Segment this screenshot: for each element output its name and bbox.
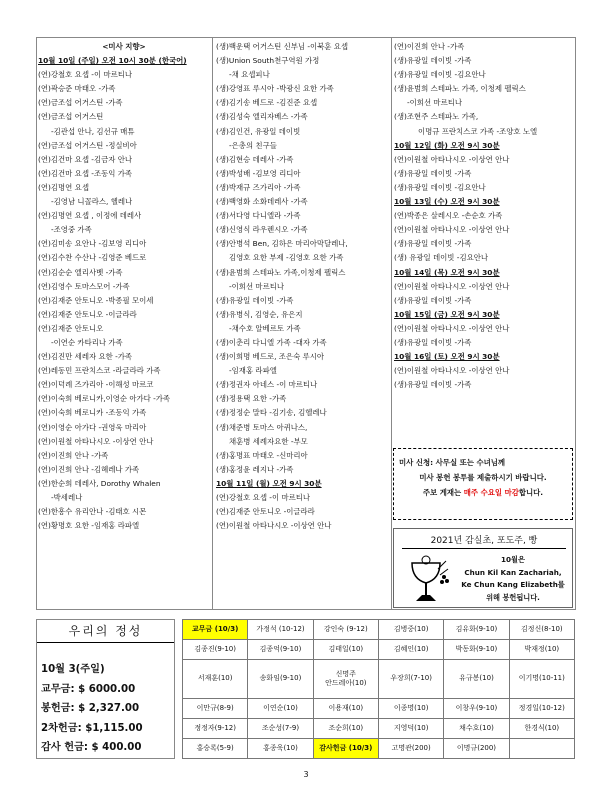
mass-intention-line: (연)이진희 안나 -김혜레나 가족 [38,464,140,474]
mass-intention-line: (생)유병식, 김영순, 유은지 [216,309,303,319]
mass-date-heading: 10월 16일 (토) 오전 9시 30분 [394,352,500,362]
donor-cell: 홍종욱(10) [248,738,313,758]
offering-summary [36,619,175,759]
offering-row: 교무금: $ 6000.00 [41,683,136,695]
mass-intention-line: (연)이숙희 베로니카,이영순 아가다 -가족 [38,394,171,404]
mass-date-heading: 10월 13일 (수) 오전 9시 30분 [394,197,500,207]
page-number: 3 [303,770,309,779]
mass-intention-line: -임재홍 라파엘 [229,366,277,376]
donor-cell: 감사헌금 (10/3) [313,738,378,758]
mass-intention-line: (연)금조섭 어거스틴 -정실비아 [38,140,137,150]
mass-request-notice [393,448,573,520]
mass-intention-line: -이희선 마르티나 [229,281,284,291]
mass-intention-line: (생)Union South천구역원 가정 [216,56,320,66]
donor-row [183,698,575,718]
mass-intention-line: (연)레동민 프란치스코 -라글라라 가족 [38,366,161,376]
donor-cell: 정정자(9-12) [183,718,248,738]
donor-cell: 이창우(9-10) [444,698,509,718]
mass-intention-line: (연)김재준 안토니오 [38,323,104,333]
offering-rows [41,660,143,758]
donor-row [183,660,575,698]
donor-cell: 서재훈(10) [183,660,248,698]
offering-row: 감사 헌금: $ 400.00 [41,742,142,753]
donor-cell: 김종억(9-10) [248,640,313,660]
mass-intention-line: (연)이덕례 즈가리아 -이해성 마르코 [38,380,154,390]
mass-intention-line: 채훈병 세례자요한 -부모 [229,436,308,446]
mass-intention-line: (연)강철호 요셉 -이 마르티나 [38,70,133,80]
divider-right [391,37,392,610]
mass-intention-line: (생)이춘리 다니엘 가족 -대자 가족 [216,337,327,347]
mass-intention-line: -조영중 가족 [51,225,92,235]
mass-intention-line: (연)김건마 요셉 -김금자 안나 [38,154,133,164]
donor-cell: 송화임(9-10) [248,660,313,698]
mass-intention-line: (연)금조섭 어거스틴 -가족 [38,98,123,108]
donor-cell: 이연순(10) [248,698,313,718]
mass-intention-line: (생)유광일 데이빗 -가족 [394,239,472,249]
sanctuary-offering-box [393,528,573,608]
notice-line-3: 주보 게재는 매주 수요일 마감합니다. [422,488,544,497]
mass-intention-line: (연)이영순 아가다 -권영욱 마리아 [38,422,147,432]
mass-intention-line: (생)유광일 데이빗 -가족 [394,295,472,305]
mass-intention-line: (생)홍명표 마태오 -신마리아 [216,450,308,460]
mass-intention-line: (연)한순희 데레사, Dorothy Whalen [38,478,161,488]
donor-cell: 김유화(9-10) [444,620,509,640]
mass-intention-line: -김영남 니꼴라스, 헬레나 [51,197,133,207]
offering-divider [37,642,174,643]
mass-intention-line: (연)금조섭 어거스틴 [38,112,104,122]
mass-intention-line: (생)유광일 데이빗 -가족 [394,337,472,347]
mass-intention-line: (생)유광일 데이빗 -김요안나 [394,70,486,80]
mass-intention-line: (연)김건마 요셉 -조동익 가족 [38,168,133,178]
mass-intention-line: (연)이원철 아타나시오 -이상연 안나 [38,436,154,446]
mass-intention-line: 이명규 프란치스코 가족 -조양호 노엘 [418,126,538,136]
donor-cell: 강인숙 (9-12) [313,620,378,640]
promo-line-2: Chun Kil Kan Zachariah, [464,567,562,577]
offering-row: 봉헌금: $ 2,327.00 [41,703,140,714]
mass-intention-line: (생)정용택 요한 -가족 [216,394,287,404]
donor-cell: 이종명(10) [378,698,443,718]
mass-intention-line: (연)김순순 엘리사벳 -가족 [38,267,123,277]
donor-cell: 이기명(10-11) [509,660,574,698]
donor-cell: 우장희(7-10) [378,660,443,698]
mass-intention-line: -김관섭 안나, 김선규 매튜 [51,126,135,136]
mass-intention-line: (연)한흥수 유리안나 -김태호 시몬 [38,507,147,517]
mass-intention-line: (연)이원철 아타나시오 -이상연 안나 [394,281,510,291]
donor-row [183,640,575,660]
donor-cell: 조순희(10) [313,718,378,738]
donor-cell: 이명규(200) [444,738,509,758]
mass-date-heading: 10월 15일 (금) 오전 9시 30분 [394,309,500,319]
offering-row: 2차헌금: $1,115.00 [41,722,143,734]
mass-intention-line: (생)윤범희 스테파노 가족, 이청제 펠릭스 [394,84,526,94]
mass-intention-line: (연)김명연 요셉 , 이정에 데레사 [38,211,142,221]
promo-title: 2021년 감실초, 포도주, 빵 [402,534,566,549]
mass-intention-line: (연)이숙희 베로니카 -조동익 가족 [38,408,147,418]
mass-intention-line: (생)김기송 베드로 -김진준 요셉 [216,98,318,108]
mass-intention-line: (연)이진희 안나 -가족 [38,450,109,460]
mass-intention-line: (연)황명호 요한 -임재홍 라파엘 [38,521,140,531]
mass-intention-line: (연)김명연 요셉 [38,182,89,192]
mass-intention-line: (생)안병석 Ben, 김하은 마리아막달레나, [216,239,348,249]
donor-cell: 이용재(10) [313,698,378,718]
donor-cell: 이만규(8-9) [183,698,248,718]
donor-cell [509,738,574,758]
divider-left [212,37,213,610]
mass-intention-line: (생)홍정윤 레지나 -가족 [216,464,294,474]
donor-cell: 김종진(9-10) [183,640,248,660]
mass-title: <미사 지향> [102,42,146,51]
donor-cell: 조순성(7-9) [248,718,313,738]
mass-intention-line: (생)유광일 데이빗 -가족 [394,168,472,178]
mass-column-2 [216,40,390,533]
mass-intention-line: 김영호 요한 부제 -김영호 요한 가족 [229,253,344,263]
mass-intention-line: (생)정정순 말타 -김기송, 김헬레나 [216,408,327,418]
donor-cell: 정경일(10-12) [509,698,574,718]
mass-intention-line: (생)김현승 데레사 -가족 [216,154,294,164]
mass-intention-line: -이희선 마르티나 [407,98,462,108]
mass-intention-line: -이연순 카타리나 가족 [51,337,123,347]
donor-cell: 교무금 (10/3) [183,620,248,640]
mass-intention-line: -채 요셉피나 [229,70,270,80]
mass-intention-line: (연)이원철 아타나시오 -이상연 안나 [394,225,510,235]
mass-intention-line: (생)정권자 아네스 -이 마르티나 [216,380,318,390]
mass-column-3 [394,40,574,392]
notice-line-1: 미사 신청: 사무실 또는 수녀님께 [399,458,506,467]
mass-intention-line: -은총의 친구들 [229,140,277,150]
mass-intention-line: (생)강영표 루시아 -박광신 요한 가족 [216,84,334,94]
chalice-icon [402,555,450,605]
mass-intention-line: (생)백영화 소화데레사 -가족 [216,197,308,207]
mass-intention-line: (생)김인건, 유광일 데이빗 [216,126,301,136]
donor-cell: 김태일(10) [313,640,378,660]
mass-intention-line: (연)강철호 요셉 -이 마르티나 [216,493,311,502]
mass-intention-line: (생)백운택 어거스틴 신부님 -이북훈 요셉 [216,42,349,51]
mass-intention-line: -채수호 알베르토 가족 [229,323,301,333]
donor-cell: 신명주 안드레아(10) [313,660,378,698]
mass-intention-line: (연)이원철 아타나시오 -이상연 안나 [394,154,510,164]
offering-title: 우리의 정성 [68,624,143,638]
mass-intention-line: (생)이희명 베드로, 조은숙 루시아 [216,352,324,362]
mass-intention-line: (생)채준병 토마스 아퀴나스, [216,422,308,432]
mass-intention-line: (생)조현주 스테파노 가족, [394,112,479,122]
mass-intention-line: (연)이원철 아타나시오 -이상연 안나 [216,521,332,531]
donor-cell: 지영덕(10) [378,718,443,738]
mass-intention-line: (생) 유광일 데이빗 -김요안나 [394,253,489,263]
mass-intention-line: (연)박종은 살레시오 -손순호 가족 [394,211,503,221]
mass-intention-line: (생)박재규 즈가리아 -가족 [216,182,301,192]
donor-cell: 고명관(200) [378,738,443,758]
donor-row [183,718,575,738]
donor-cell: 김정신(8-10) [509,620,574,640]
mass-column-1 [38,40,210,531]
mass-intention-line: (연)김재준 안토니오 -이글라라 [216,507,315,517]
mass-intention-line: (생)서다영 다니엘라 -가족 [216,211,301,221]
mass-intention-line: (생)신영식 라우렌시오 -가족 [216,225,308,235]
mass-date-heading: 10월 11일 (월) 오전 9시 30분 [216,478,322,488]
mass-intention-line: (연)김재준 안토니오 -박종필 모이세 [38,295,154,305]
mass-intention-line: (연)김수찬 수산나 -김영준 베드로 [38,253,147,263]
mass-intention-line: (생)유광일 데이빗 -가족 [216,295,294,305]
mass-date-heading: 10월 14일 (목) 오전 9시 30분 [394,267,500,277]
promo-line-3: Ke Chun Kang Elizabeth를 [461,580,565,589]
mass-intention-line: (생)김성숙 엘리자베스 -가족 [216,112,308,122]
notice-line-2: 미사 봉헌 봉투를 제출하시기 바랍니다. [419,473,547,482]
mass-intention-line: -박세레나 [51,493,83,502]
mass-intention-line: (연)김진만 세레자 요한 -가족 [38,352,133,362]
mass-intention-line: (생)유광일 데이빗 -가족 [394,56,472,66]
donor-cell: 박동화(9-10) [444,640,509,660]
mass-intention-line: (연)김영수 토마스모어 -가족 [38,281,130,291]
promo-line-1: 10월은 [501,555,525,564]
donor-cell: 유규봉(10) [444,660,509,698]
mass-intention-line: (생)윤범희 스테파노 가족,이청제 펠릭스 [216,267,346,277]
mass-intention-line: (연)김미송 요안나 -김보영 리디아 [38,239,147,249]
donor-cell: 가정석 (10-12) [248,620,313,640]
mass-intention-line: (연)이원철 아타나시오 -이상연 안나 [394,323,510,333]
donor-row [183,738,575,758]
donor-cell: 홍승록(5-9) [183,738,248,758]
donor-row [183,620,575,640]
mass-intention-line: (연)이진희 안나 -가족 [394,42,465,51]
donor-table [182,619,575,759]
mass-intention-line: (생)박성배 -김보영 리디아 [216,168,301,178]
mass-intention-line: (연)김재준 안토니오 -이글라라 [38,309,137,319]
promo-line-4: 위해 봉헌됩니다. [486,592,540,602]
donor-cell: 김혜인(10) [378,640,443,660]
mass-intention-line: (생)유광일 데이빗 -김요안나 [394,182,486,192]
promo-text [454,554,572,604]
donor-cell: 한경식(10) [509,718,574,738]
mass-date-heading: 10월 10일 (주일) 오전 10시 30분 (한국어) [38,56,187,66]
mass-intention-line: (연)이원철 아타나시오 -이상연 안나 [394,366,510,376]
mass-intention-line: (연)곽승준 마태오 -가족 [38,84,116,94]
offering-date: 10월 3(주일) [41,664,105,675]
mass-intention-line: (생)유광일 데이빗 -가족 [394,380,472,390]
donor-cell: 김병중(10) [378,620,443,640]
donor-cell: 채수호(10) [444,718,509,738]
mass-date-heading: 10월 12일 (화) 오전 9시 30분 [394,140,500,150]
donor-cell: 박재정(10) [509,640,574,660]
